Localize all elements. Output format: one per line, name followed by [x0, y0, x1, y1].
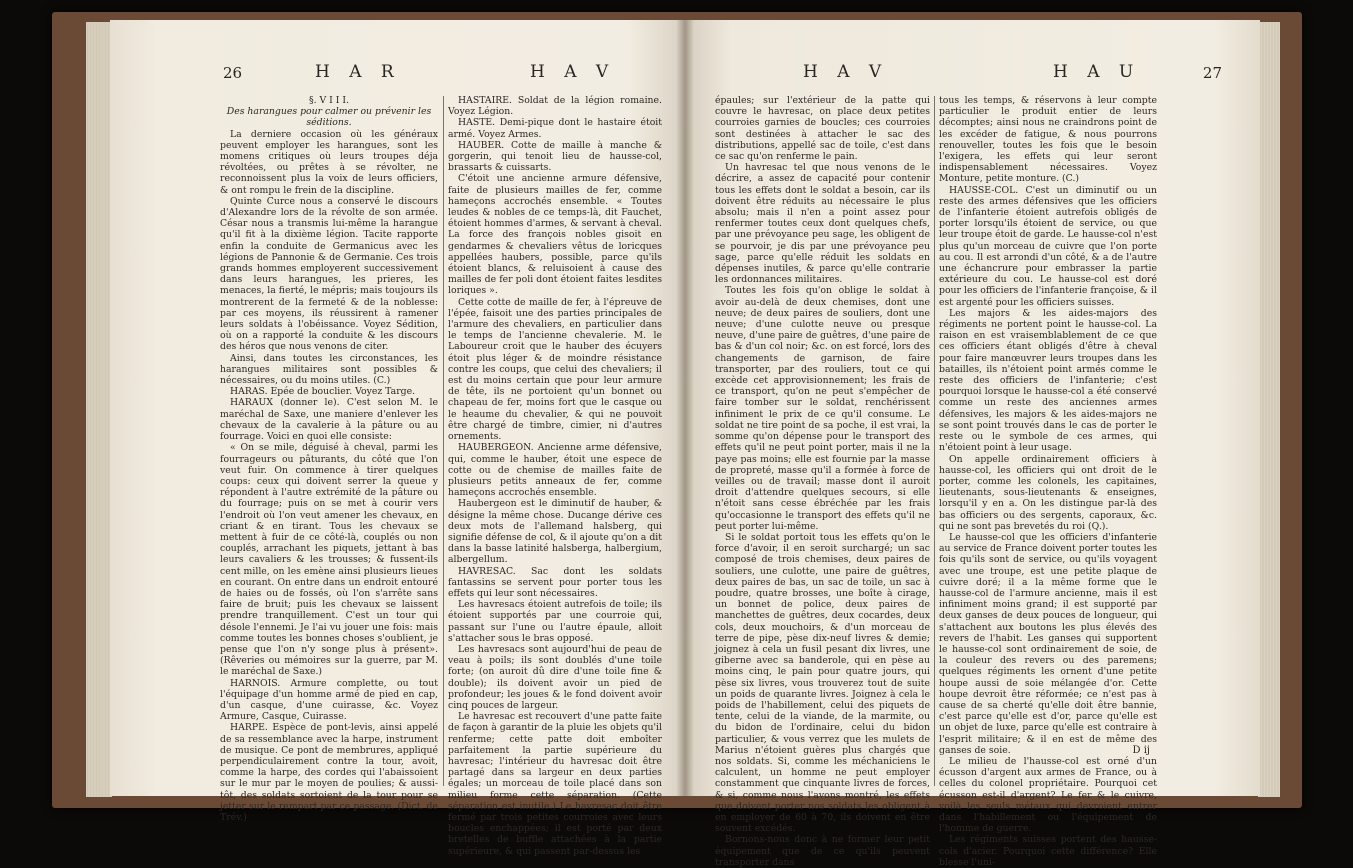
page-edges-right: [1258, 22, 1280, 797]
right-header: [685, 60, 1260, 90]
paragraph: Les régiments suisses portent des hausse-cols d'acier. Pourquoi cette différence? Elle blesse l'uni-: [939, 834, 1157, 868]
paragraph: épaules; sur l'extérieur de la patte qui couvre le havresac, on place deux petites courroies garnies de boucles; ces courroies sont destinées à attacher le sac des distributions, appellé sac de toile, c'est dans ce sac qu'on renferme le pain.: [715, 95, 930, 163]
entry-haraux: HARAUX (donner le). C'est selon M. le maréchal de Saxe, une maniere d'enlever les chevaux de la cavalerie à la pâture ou au fourrage. Voici en quoi elle consiste:: [220, 397, 438, 443]
paragraph: Cette cotte de maille de fer, à l'épreuve de l'épée, faisoit une des parties principales de l'armure des chevaliers, en particulier dans le temps de l'ancienne chevalerie. M. le Laboureur croit que le hauber des écuyers étoit plus léger & de moindre résistance contre les coups, que celui des chevaliers; il est du moins certain que pour leur armure de tête, ils ne portoient qu'un bonnet ou chapeau de fer, moins fort que le casque ou le heaume du chevalier, & qui ne pouvoit être chargé de timbre, cimier, ni d'autres ornements.: [448, 296, 662, 443]
paragraph: C'étoit une ancienne armure défensive, faite de plusieurs mailles de fer, comme hameçons accrochés ensemble. « Toutes leudes & nobles de ce temps-là, dit Fauchet, étoient hommes d'armes, & servant à cheval. La force des françois nobles gisoit en gendarmes & chevaliers vêtus de loricques appellées haubers, possible, parce qu'ils étoient blancs, & reluisoient à cause des mailles de fer poli dont étoient faites lesdites loriques ».: [448, 173, 662, 297]
paragraph: Le milieu de l'hausse-col est orné d'un écusson d'argent aux armes de France, ou à celles du colonel propriétaire. Pourquoi cet écusson est-il d'argent? Le fer & le cuivre, voilà les seuls métaux qui devroient entrer dans l'habillement ou l'équipement de l'homme de guerre.: [939, 755, 1157, 835]
entry-hastaire: HASTAIRE. Soldat de la légion romaine. Voyez Légion.: [448, 95, 662, 118]
right-page: [685, 20, 1260, 868]
left-column-1: [220, 95, 438, 823]
entry-havresac: HAVRESAC. Sac dont les soldats fantassins se servent pour porter tous les effets qui leur sont nécessaires.: [448, 565, 662, 599]
left-page: [110, 20, 685, 857]
entry-hausse-col: HAUSSE-COL. C'est un diminutif ou un reste des armes défensives que les officiers de l'infanterie étoient autrefois obligés de porter lorsqu'ils étoient de service, ou que leur troupe étoit de garde. Le hausse-col n'est plus qu'un morceau de cuivre que l'on porte au cou. Il est arrondi d'un côté, & a de l'autre une échancrure pour embrasser la partie extérieure du cou. Le hausse-col est doré pour les officiers de l'infanterie françoise, & il est argenté pour les officiers suisses.: [939, 184, 1157, 308]
paragraph: On appelle ordinairement officiers à hausse-col, les officiers qui ont droit de le porter, comme les colonels, les capitaines, lieutenants, sous-lieutenants & enseignes, lorsqu'il y en a. On les distingue par-là des bas officiers ou des sergents, caporaux, &c. qui ne sont pas brevetés du roi (Q.).: [939, 453, 1157, 532]
paragraph: Le havresac est recouvert d'une patte faite de façon à garantir de la pluie les objets qu'il renferme; cette patte doit emboîter parfaitement la partie supérieure du havresac; l'intérieur du havresac doit être partagé dans sa largeur en deux parties égales; un morceau de toile placé dans son milieu forme cette séparation. (Cette séparation est inutile.) Le havresac doit être fermé par trois petites courroies avec leurs boucles enchappées; il est porté par deux bretelles de buffle attachées à la partie supérieure, & qui passent par-dessus les: [448, 711, 662, 857]
entry-harnois: HARNOIS. Armure complette, ou tout l'équipage d'un homme armé de pied en cap, d'un casque, d'une cuirasse, &c. Voyez Armure, Casque, Cuirasse.: [220, 677, 438, 723]
entry-haste: HASTE. Demi-pique dont le hastaire étoit armé. Voyez Armes.: [448, 117, 662, 140]
left-page-number: 26: [223, 64, 243, 82]
right-running-head-1: H A V: [803, 62, 889, 82]
column-divider: [934, 96, 935, 786]
right-running-head-2: H A U: [1053, 62, 1141, 82]
paragraph: Les majors & les aides-majors des régiments ne portent point le hausse-col. La raison en est vraisemblablement de ce que ces officiers étant obligés d'être à cheval pour faire manœuvrer leurs troupes dans les batailles, ils n'étoient point armés comme le reste des officiers de l'infanterie; c'est pourquoi lorsque le hausse-col a été conservé comme un reste des anciennes armes défensives, les majors & les aides-majors ne se sont point trouvés dans le cas de porter le reste ou le symbole de ces armes, qui n'étoient point à leur usage.: [939, 307, 1157, 454]
page-edges-left: [86, 22, 112, 797]
paragraph: Les havresacs sont aujourd'hui de peau de veau à poils; ils sont doublés d'une toile forte; (on auroit dû dire d'une toile fine & double); ils doivent avoir un pied de profondeur; les joues & le fond doivent avoir cinq pouces de largeur.: [448, 643, 662, 711]
paragraph: La derniere occasion où les généraux peuvent employer les harangues, sont les momens critiques où leurs troupes déja révoltées, ou prêtes à se révolter, ne reconnoissent plus la voix de leurs officiers, & ont rompu le frein de la discipline.: [220, 128, 438, 196]
paragraph: Si le soldat portoit tous les effets qu'on le force d'avoir, il en seroit surchargé; un sac composé de trois chemises, deux paires de souliers, une culotte, une paire de guêtres, deux paires de bas, un sac de toile, un sac à poudre, quatre brosses, une boîte à cirage, un bonnet de police, deux paires de manchettes de guêtres, deux cocardes, deux cols, deux mouchoirs, & d'un morceau de terre de pipe, pèse dix-neuf livres & demie; joignez à cela un fusil pesant dix livres, une giberne avec sa banderole, qui en pèse au moins cinq, le pain pour quatre jours, qui pèse six livres, vous trouverez tout de suite un poids de quarante livres. Joignez à cela le poids de l'habillement, celui des piquets de tente, celui de la viande, de la marmite, ou du bidon de l'ordinaire, celui du bidon particulier, & vous verrez que les mulets de Marius n'étoient guères plus chargés que nos soldats. Si, comme les méchaniciens le calculent, un homme ne peut employer constamment que cinquante livres de forces, & si, comme nous l'avons montré, les effets que doivent porter nos soldats les obligent à en employer de 60 à 70, ils doivent en être souvent excédés.: [715, 531, 930, 835]
paragraph: « On se mile, déguisé à cheval, parmi les fourrageurs ou pâturants, du côté que l'on veut fuir. On commence à tirer quelques coups: ceux qui doivent serrer la queue y répondent à l'autre extrémité de la pâture ou du fourrage; puis on se met à courir vers l'endroit où l'on veut amener les chevaux, en criant & en tirant. Tous les chevaux se mettent à fuir de ce côté-là, couplés ou non couplés, arrachant les piquets, jettant à bas leurs cavaliers & les trousses; & fussent-ils cent mille, on les emène ainsi plusieurs lieues en courant. On entre dans un endroit entouré de haies ou de fossés, où l'on s'arrête sans faire de bruit; puis les chevaux se laissent prendre tranquillement. C'est un tour qui désole l'ennemi. Je l'ai vu jouer une fois: mais comme toutes les bonnes choses s'oublient, je pense que l'on n'y songe plus à présent». (Rêveries ou mémoires sur la guerre, par M. le maréchal de Saxe.): [220, 442, 438, 678]
section-heading: §. V I I I.: [308, 95, 350, 106]
entry-harpe: HARPE. Espèce de pont-levis, ainsi appelé de sa ressemblance avec la harpe, instrument de musique. Ce pont de membrures, appliqué perpendiculairement contre la tour, avoit, comme la harpe, des cordes qui l'abaissoient sur le mur par le moyen de poulies; & aussi-tôt, des soldats sortoient de la tour pour se jetter sur le rempart par ce passage. (Dict. de Trév.): [220, 722, 438, 823]
paragraph: tous les temps, & réservons à leur compte particulier le produit entier de leurs décomptes; ainsi nous ne craindrons point de les excéder de fatigue, & nous pourrons renouveller, toutes les fois que le besoin l'exigera, les effets qui leur seront indispensablement nécessaires. Voyez Monture, petite monture. (C.): [939, 95, 1157, 185]
left-column-2: [448, 95, 662, 857]
paragraph: Quinte Curce nous a conservé le discours d'Alexandre lors de la révolte de son armée. César nous a transmis lui-même la harangue qu'il fit à la dixième légion. Tacite rapporte enfin la conduite de Germanicus avec les légions de Pannonie & de Germanie. Ces trois grands hommes employerent successivement dans leurs harangues, les prieres, les menaces, la fierté, le mépris; mais toujours ils montrerent de la fermeté & de la noblesse: par ces moyens, ils réussirent à ramener leurs soldats à l'obéissance. Voyez Sédition, où on a rapporté la conduite & les discours des héros que nous venons de citer.: [220, 195, 438, 353]
paragraph: Bornons-nous donc à ne former leur petit équipement que de ce qu'ils peuvent transporter dans: [715, 834, 930, 868]
signature-mark: D ij: [1132, 745, 1150, 756]
entry-hauber: HAUBER. Cotte de maille à manche & gorgerin, qui tenoit lieu de hausse-col, brassarts & cuissarts.: [448, 139, 662, 174]
paragraph: Toutes les fois qu'on oblige le soldat à avoir au-delà de deux chemises, dont une neuve; de deux paires de souliers, dont une neuve; d'une culotte neuve ou presque neuve, d'une paire de guêtres, d'une paire de bas & d'un col noir; &c. on est forcé, lors des changements de garnison, de faire transporter, par des rouliers, tout ce qui excède cet approvisionnement; les frais de ce transport, qu'on ne peut s'empêcher de faire tomber sur le soldat, renchérissent infiniment le prix de ce qu'il consume. Le soldat ne tire point de sa poche, il est vrai, la somme qu'on dépense pour le transport des effets qu'il ne peut point porter, mais il ne la paye pas moins; elle est fournie par la masse de propreté, masse qu'il a formée à force de veilles ou de travail; masse dont il auroit droit d'attendre quelques secours, si elle n'étoit sans cesse ébréchée par les frais qu'occasionne le transport des effets qu'il ne peut porter lui-même.: [715, 285, 930, 532]
left-running-head-2: H A V: [530, 62, 616, 82]
paragraph: Un havresac tel que nous venons de le décrire, a assez de capacité pour contenir tous les effets dont le soldat a besoin, car ils doivent être réduits au nécessaire le plus absolu; mais il n'en a point assez pour renfermer toutes ceux dont quelques chefs, par une prévoyance peu sage, les obligent de se pourvoir, je dis par une prévoyance peu sage, parce qu'elle réduit les soldats en dépenses inutiles, & parce qu'elle contrarie les ordonnances militaires.: [715, 162, 930, 286]
paragraph: Ainsi, dans toutes les circonstances, les harangues militaires sont possibles & nécessaires, ou du moins utiles. (C.): [220, 352, 438, 387]
right-page-number: 27: [1202, 64, 1222, 82]
entry-haras: HARAS. Epée de bouclier. Voyez Targe.: [230, 386, 416, 398]
column-divider: [443, 96, 444, 786]
book-gutter: [676, 20, 694, 796]
left-header: [110, 60, 685, 90]
paragraph: Le hausse-col que les officiers d'infanterie au service de France doivent porter toutes les fois qu'ils sont de service, ou qu'ils voyagent avec une troupe, est une petite plaque de cuivre doré; il a la même forme que le hausse-col de l'armure ancienne, mais il est infiniment moins grand; il est supporté par deux ganses de deux pouces de longueur, qui s'attachent aux boutons les plus élevés des revers de l'habit. Les ganses qui supportent le hausse-col sont ordinairement de soie, de la couleur des revers ou des paremens; quelques régiments les ornent d'une petite houpe aussi de soie mélangée d'or. Cette houpe devroit être réformée; ce n'est pas à cause de sa cherté qu'elle doit être bannie, c'est parce qu'elle est d'or, parce qu'elle est un objet de luxe, parce qu'elle est contraire à l'esprit militaire; & il en est de même des ganses de soie.: [939, 531, 1157, 756]
paragraph: Haubergeon est le diminutif de hauber, & désigne la même chose. Ducange dérive ces deux mots de l'allemand halsberg, qui signifie défense de col, & il ajoute qu'on a dit dans la basse latinité halsberga, halbergium, albergellum.: [448, 498, 662, 566]
paragraph: Les havresacs étoient autrefois de toile; ils étoient supportés par une courroie qui, passant sur l'une ou l'autre épaule, alloit s'attacher sous le bras opposé.: [448, 599, 662, 644]
left-running-head-1: H A R: [315, 62, 401, 82]
entry-haubergeon: HAUBERGEON. Ancienne arme défensive, qui, comme le hauber, étoit une espece de cotte ou de chemise de mailles faite de plusieurs petits anneaux de fer, comme hameçons accrochés ensemble.: [448, 442, 662, 499]
right-column-1: [715, 95, 930, 868]
right-column-2: [939, 95, 1157, 868]
section-subtitle: Des harangues pour calmer ou prévenir les séditions.: [226, 106, 432, 129]
